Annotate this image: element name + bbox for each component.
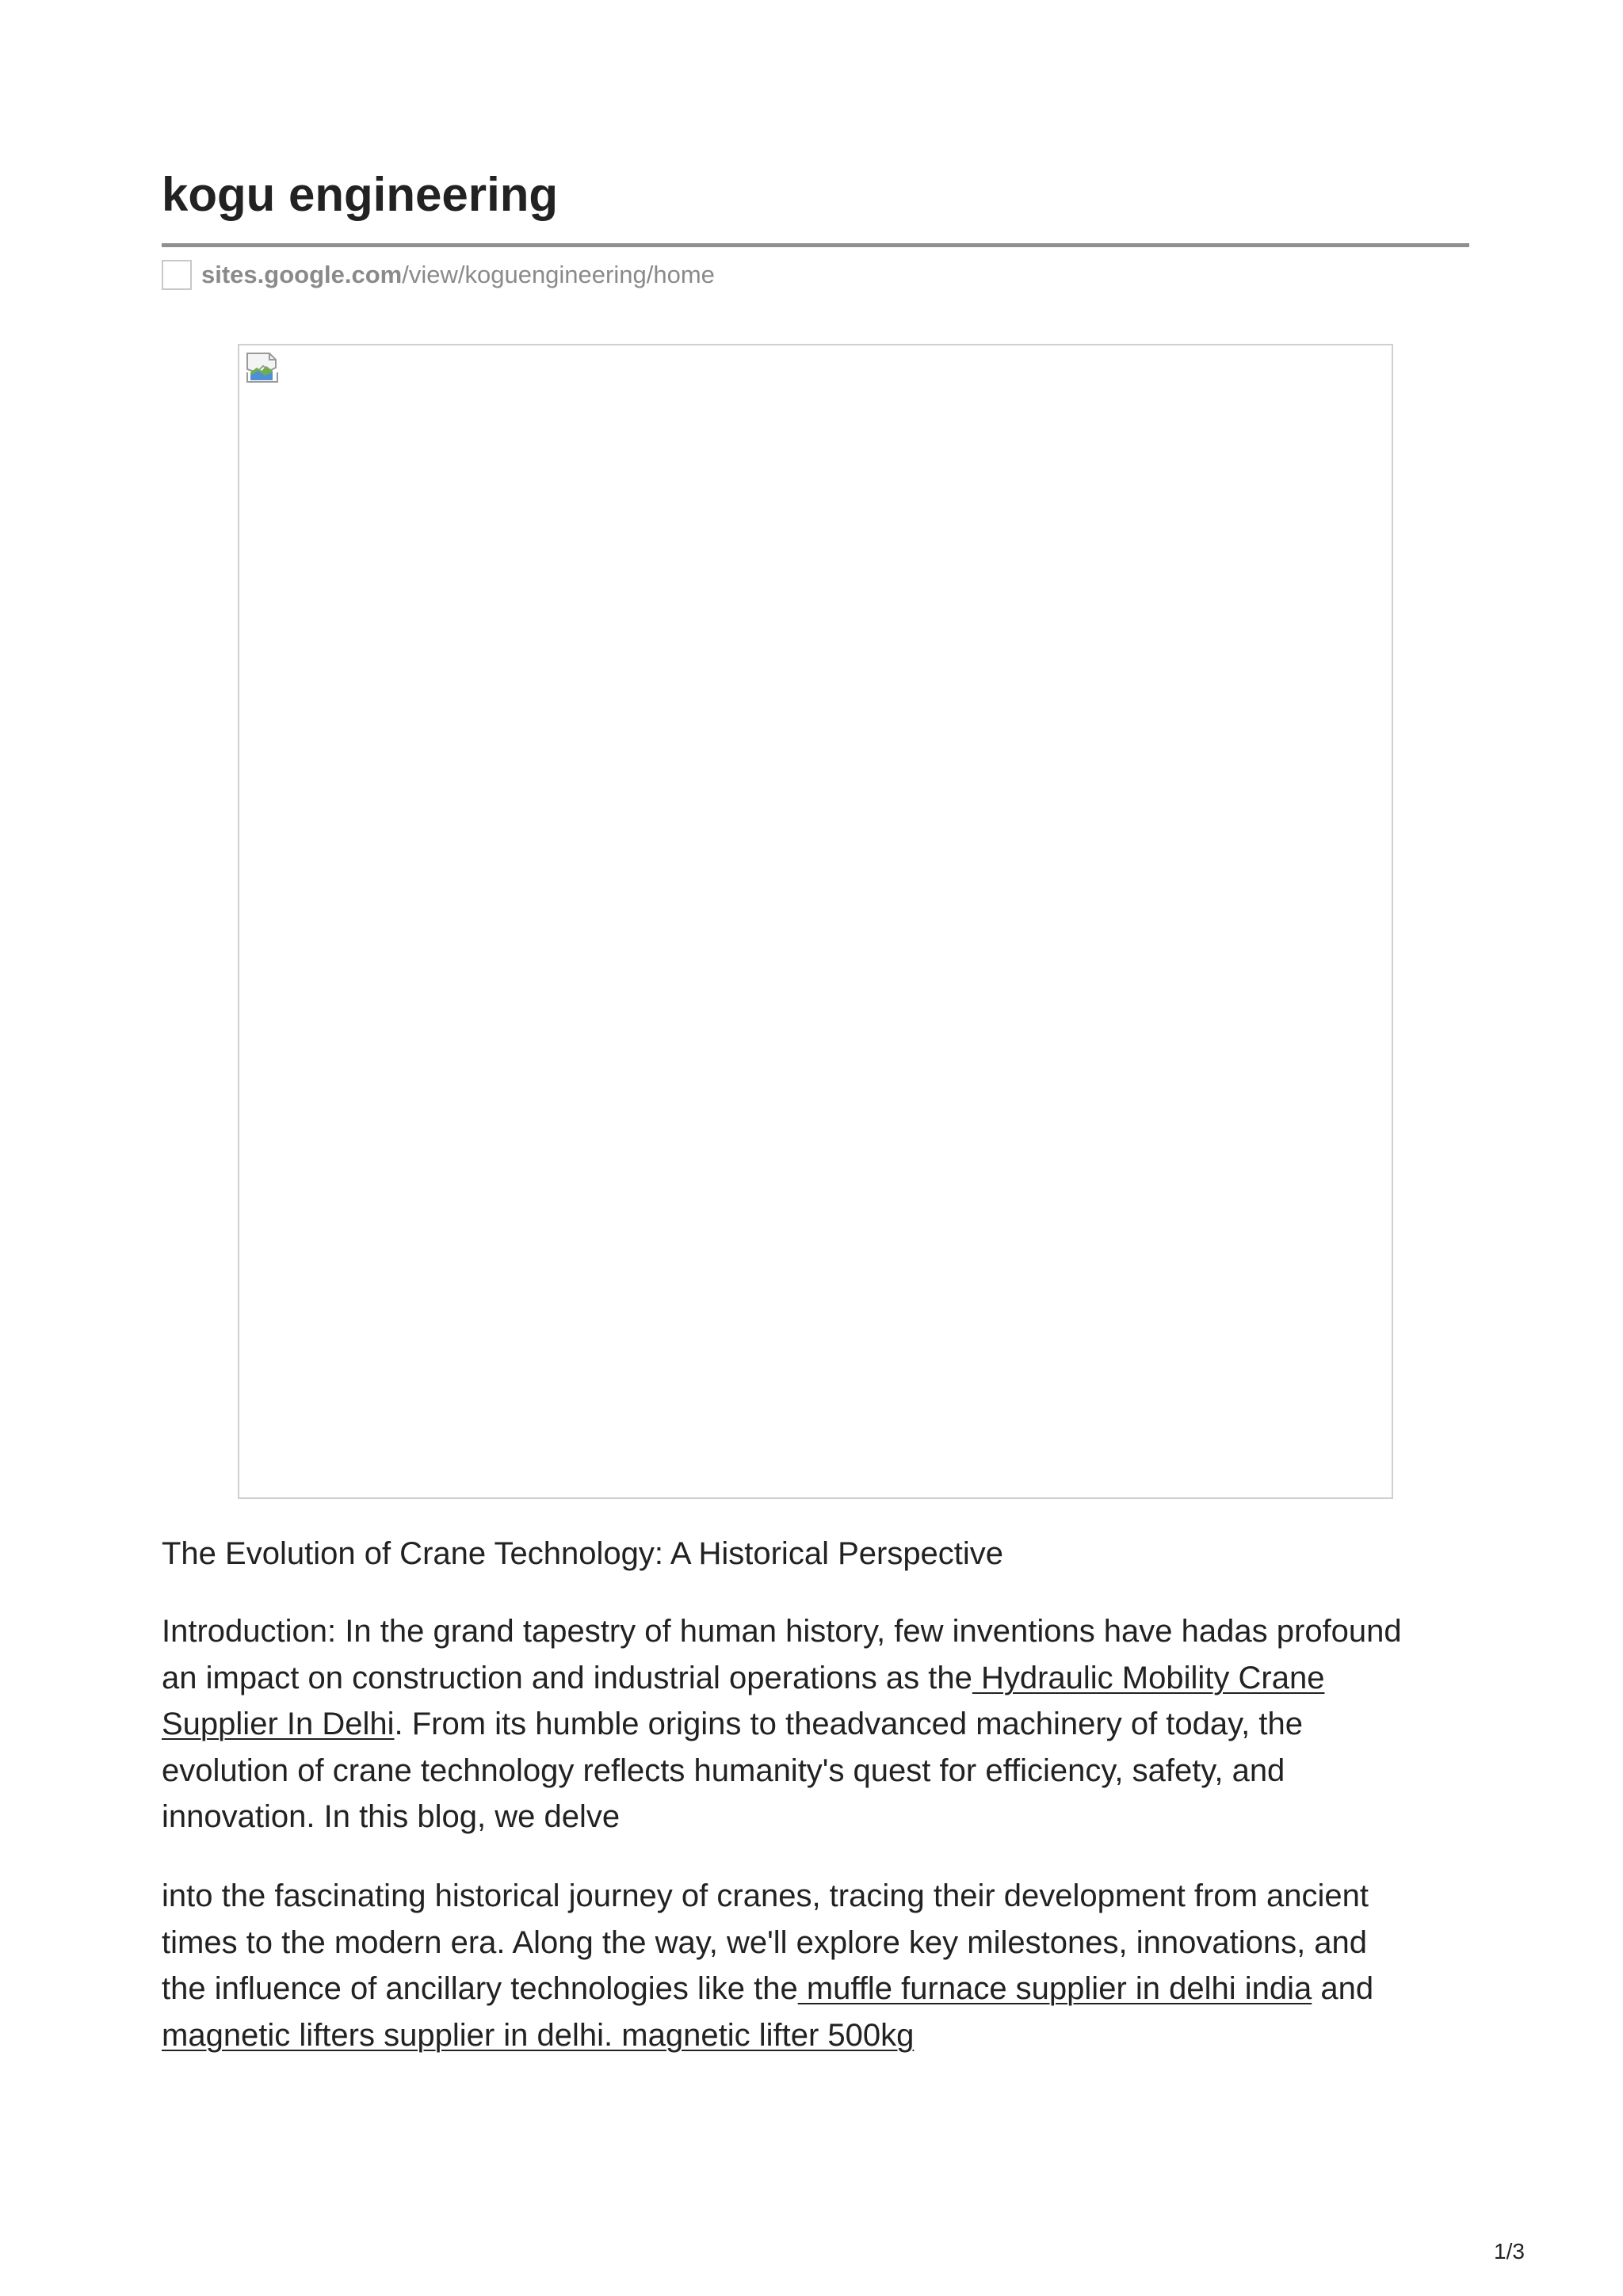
intro-line-1: Introduction: In the grand tapestry of human history, few inventions have hadas profound — [162, 1614, 1402, 1649]
favicon-icon — [162, 260, 192, 290]
intro-line-2 — [162, 1655, 1469, 1702]
article-heading: The Evolution of Crane Technology: A Historical Perspective — [162, 1536, 1004, 1571]
magnetic-lifters-link[interactable]: magnetic lifters supplier in delhi. magnetic lifter 500kg — [162, 2017, 915, 2053]
broken-image-icon — [246, 352, 281, 383]
body-line-3 — [162, 1966, 1469, 2012]
muffle-furnace-link[interactable]: muffle furnace supplier in delhi india — [797, 1971, 1312, 2006]
intro-line-5: innovation. In this blog, we delve — [162, 1799, 621, 1834]
hydraulic-crane-link-part-1[interactable]: Hydraulic Mobility Crane — [972, 1660, 1325, 1695]
site-title: kogu engineering — [162, 168, 559, 221]
page-number: 1/3 — [1494, 2239, 1525, 2264]
intro-line-4: evolution of crane technology reflects humanity's quest for efficiency, safety, and — [162, 1753, 1285, 1788]
intro-paragraph — [162, 1608, 1469, 1840]
article-image — [238, 344, 1393, 1499]
body-line-4 — [162, 2012, 1469, 2059]
body-line-2: times to the modern era. Along the way, we'll explore key milestones, innovations, and — [162, 1924, 1368, 1960]
body-line-3-text: the influence of ancillary technologies like the — [162, 1971, 798, 2006]
hydraulic-crane-link-part-2[interactable]: Supplier In Delhi — [162, 1707, 395, 1741]
url-domain: sites.google.com — [201, 261, 403, 288]
body-paragraph — [162, 1873, 1469, 2058]
intro-line-3-text: . From its humble origins to theadvanced machinery of today, the — [394, 1707, 1304, 1741]
title-divider — [162, 243, 1469, 247]
body-line-3-end: and — [1312, 1971, 1374, 2006]
source-url[interactable] — [162, 258, 715, 292]
intro-line-3 — [162, 1701, 1469, 1748]
intro-line-2-text: an impact on construction and industrial operations as the — [162, 1660, 972, 1695]
body-line-1: into the fascinating historical journey of cranes, tracing their development from ancient — [162, 1878, 1369, 1913]
url-path: /view/koguengineering/home — [402, 261, 715, 288]
